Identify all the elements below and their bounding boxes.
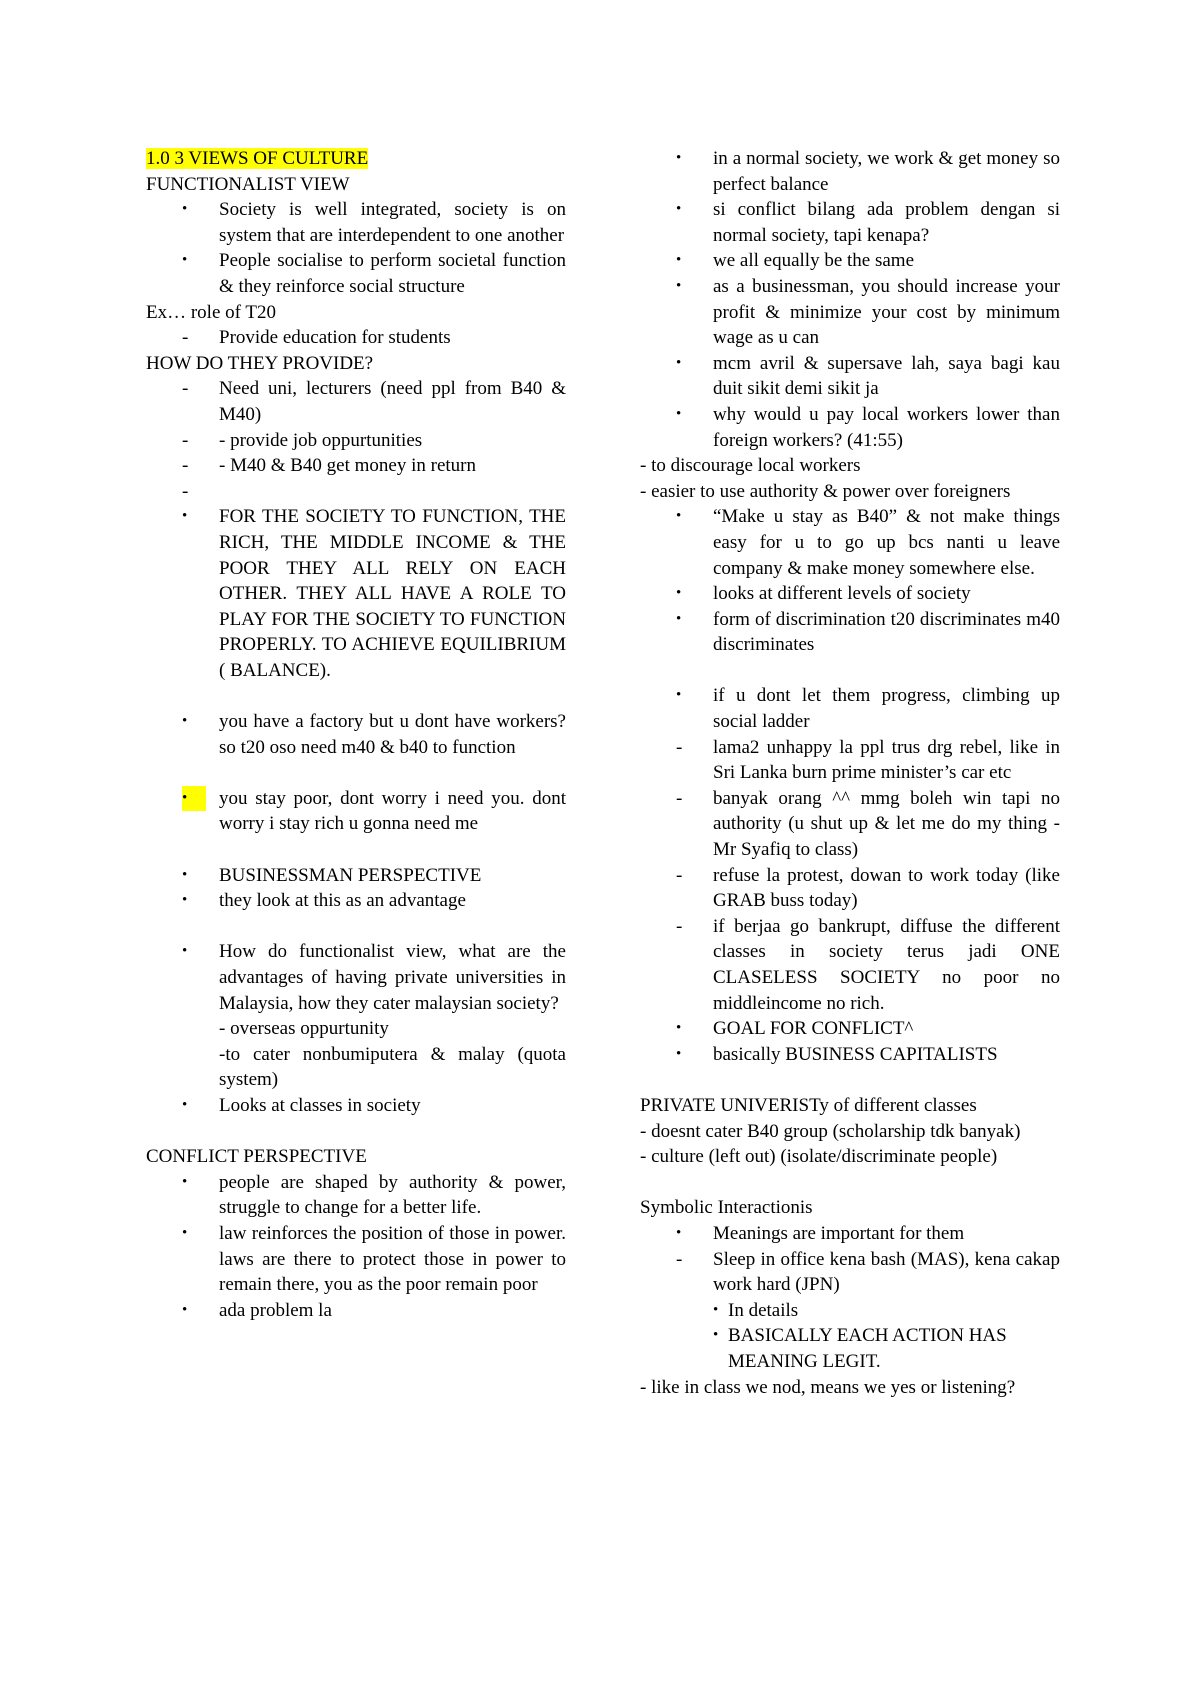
bullet-marker: •: [182, 943, 188, 960]
dash-line: - to discourage local workers: [640, 455, 861, 477]
list-item: • if u dont let them progress, climbing up social ladder: [676, 685, 1060, 733]
bullet-marker: •: [713, 1327, 719, 1344]
bullet-marker: •: [182, 786, 206, 812]
list-item: • ada problem la: [146, 1298, 566, 1324]
list-item: • Society is well integrated, society is on system that are interdependent to one another: [182, 199, 566, 246]
conflict-heading: CONFLICT PERSPECTIVE: [146, 1146, 367, 1168]
dash-marker: -: [676, 1248, 683, 1270]
spacer: [640, 658, 1060, 684]
bullet-marker: •: [676, 405, 682, 422]
dash-item: - lama2 unhappy la ppl trus drg rebel, like in Sri Lanka burn prime minister’s car etc: [676, 736, 1060, 784]
list-item: • GOAL FOR CONFLICT^: [640, 1016, 1060, 1042]
right-column: [640, 146, 1060, 1400]
list-item: • “Make u stay as B40” & not make things easy for u to go up bcs nanti u leave company & make money somewhere else.: [676, 506, 1060, 579]
nod-line: - like in class we nod, means we yes or listening?: [640, 1376, 1016, 1398]
list-item: • Looks at classes in society: [146, 1093, 566, 1119]
functionalist-heading: FUNCTIONALIST VIEW: [146, 173, 350, 195]
bullet-marker: •: [182, 866, 188, 883]
document-title: 1.0 3 VIEWS OF CULTURE: [146, 148, 369, 169]
bullet-marker: •: [182, 713, 188, 730]
bullet-marker: •: [676, 1045, 682, 1062]
symbolic-heading: Symbolic Interactionis: [640, 1197, 813, 1219]
spacer: [640, 1170, 1060, 1196]
bullet-marker: •: [182, 201, 188, 218]
list-item-highlighted: • you stay poor, dont worry i need you. dont worry i stay rich u gonna need me: [182, 787, 566, 835]
bullet-marker: •: [182, 892, 188, 909]
spacer: [146, 683, 566, 709]
nested-list-item: • BASICALLY EACH ACTION HAS MEANING LEGIT.: [713, 1325, 1007, 1372]
dash-item: [146, 479, 566, 505]
dash-marker: -: [676, 787, 683, 809]
nested-list-item: • In details: [640, 1298, 1060, 1324]
bullet-marker: •: [676, 508, 682, 525]
bullet-marker: •: [676, 252, 682, 269]
bullet-marker: •: [182, 1173, 188, 1190]
dash-marker: -: [182, 455, 189, 477]
dash-item: - banyak orang ^^ mmg boleh win tapi no authority (u shut up & let me do my thing - Mr Syafiq to class): [676, 787, 1060, 861]
list-item: • in a normal society, we work & get money so perfect balance: [676, 148, 1060, 195]
dash-marker: -: [182, 327, 189, 349]
list-item: • si conflict bilang ada problem dengan si normal society, tapi kenapa?: [676, 199, 1060, 246]
bullet-marker: •: [676, 201, 682, 218]
bullet-marker: •: [676, 354, 682, 371]
dash-marker: -: [182, 429, 189, 451]
dash-item: - if berjaa go bankrupt, diffuse the different classes in society terus jadi ONE CLASELESS SOCIETY no poor no middleincome no rich.: [676, 915, 1060, 1014]
spacer: [146, 760, 566, 786]
list-item: • FOR THE SOCIETY TO FUNCTION, THE RICH, THE MIDDLE INCOME & THE POOR THEY ALL RELY ON EACH OTHER. THEY ALL HAVE A ROLE TO PLAY FOR THE SOCIETY TO FUNCTION PROPERLY. TO ACHIEVE EQUILIBRIUM ( BALANCE).: [182, 506, 566, 681]
bullet-marker: •: [676, 1020, 682, 1037]
spacer: [146, 914, 566, 940]
list-item: • why would u pay local workers lower than foreign workers? (41:55): [676, 403, 1060, 451]
private-line: - culture (left out) (isolate/discriminate people): [640, 1146, 998, 1168]
bullet-marker: •: [676, 1224, 682, 1241]
list-item: • we all equally be the same: [640, 248, 1060, 274]
dash-line: - easier to use authority & power over foreigners: [640, 480, 1011, 502]
list-item: • Meanings are important for them: [640, 1221, 1060, 1247]
example-line: Ex… role of T20: [146, 301, 276, 323]
spacer: [640, 1067, 1060, 1093]
dash-marker: -: [676, 736, 683, 758]
list-item: • they look at this as an advantage: [146, 888, 566, 914]
left-column: [146, 146, 566, 1323]
dash-marker: -: [676, 864, 683, 886]
bullet-marker: •: [676, 150, 682, 166]
list-item: • you have a factory but u dont have workers? so t20 oso need m40 & b40 to function: [182, 711, 566, 758]
private-heading: PRIVATE UNIVERISTy of different classes: [640, 1094, 977, 1116]
bullet-marker: •: [676, 585, 682, 602]
list-item: • as a businessman, you should increase your profit & minimize your cost by minimum wage as u can: [676, 275, 1060, 349]
dash-marker: -: [182, 480, 189, 502]
bullet-marker: •: [182, 252, 188, 269]
list-item: • mcm avril & supersave lah, saya bagi kau duit sikit demi sikit ja: [676, 352, 1060, 400]
list-item: • How do functionalist view, what are the advantages of having private universities in Malaysia, how they cater malaysian society? - overseas oppurtunity -to cater nonbumiputera & malay (quota system): [182, 941, 566, 1091]
list-item: • BUSINESSMAN PERSPECTIVE: [146, 863, 566, 889]
bullet-marker: •: [676, 610, 682, 627]
how-heading: HOW DO THEY PROVIDE?: [146, 352, 374, 374]
bullet-marker: •: [676, 277, 682, 294]
dash-marker: -: [182, 378, 189, 400]
dash-item: - Sleep in office kena bash (MAS), kena cakap work hard (JPN): [676, 1248, 1060, 1296]
bullet-marker: •: [182, 1301, 188, 1318]
list-item: • form of discrimination t20 discriminates m40 discriminates: [676, 608, 1060, 656]
list-item: • basically BUSINESS CAPITALISTS: [640, 1042, 1060, 1068]
bullet-marker: •: [182, 1224, 188, 1241]
spacer: [146, 837, 566, 863]
dash-item: - - M40 & B40 get money in return: [146, 453, 566, 479]
dash-item: - - provide job oppurtunities: [146, 428, 566, 454]
list-item: • People socialise to perform societal function & they reinforce social structure: [182, 250, 566, 297]
dash-item: - Provide education for students: [146, 325, 566, 351]
dash-marker: -: [676, 915, 683, 937]
dash-item: - refuse la protest, dowan to work today (like GRAB buss today): [676, 864, 1060, 912]
bullet-marker: •: [713, 1301, 719, 1318]
list-item: • people are shaped by authority & power, struggle to change for a better life.: [182, 1171, 566, 1219]
spacer: [146, 1119, 566, 1145]
bullet-marker: •: [676, 687, 682, 704]
bullet-marker: •: [182, 508, 188, 525]
private-line: - doesnt cater B40 group (scholarship tdk banyak): [640, 1120, 1021, 1142]
list-item: • looks at different levels of society: [640, 581, 1060, 607]
dash-item: - Need uni, lecturers (need ppl from B40 & M40): [182, 378, 566, 425]
bullet-marker: •: [182, 1096, 188, 1113]
list-item: • law reinforces the position of those in power. laws are there to protect those in power to remain there, you as the poor remain poor: [182, 1222, 566, 1296]
